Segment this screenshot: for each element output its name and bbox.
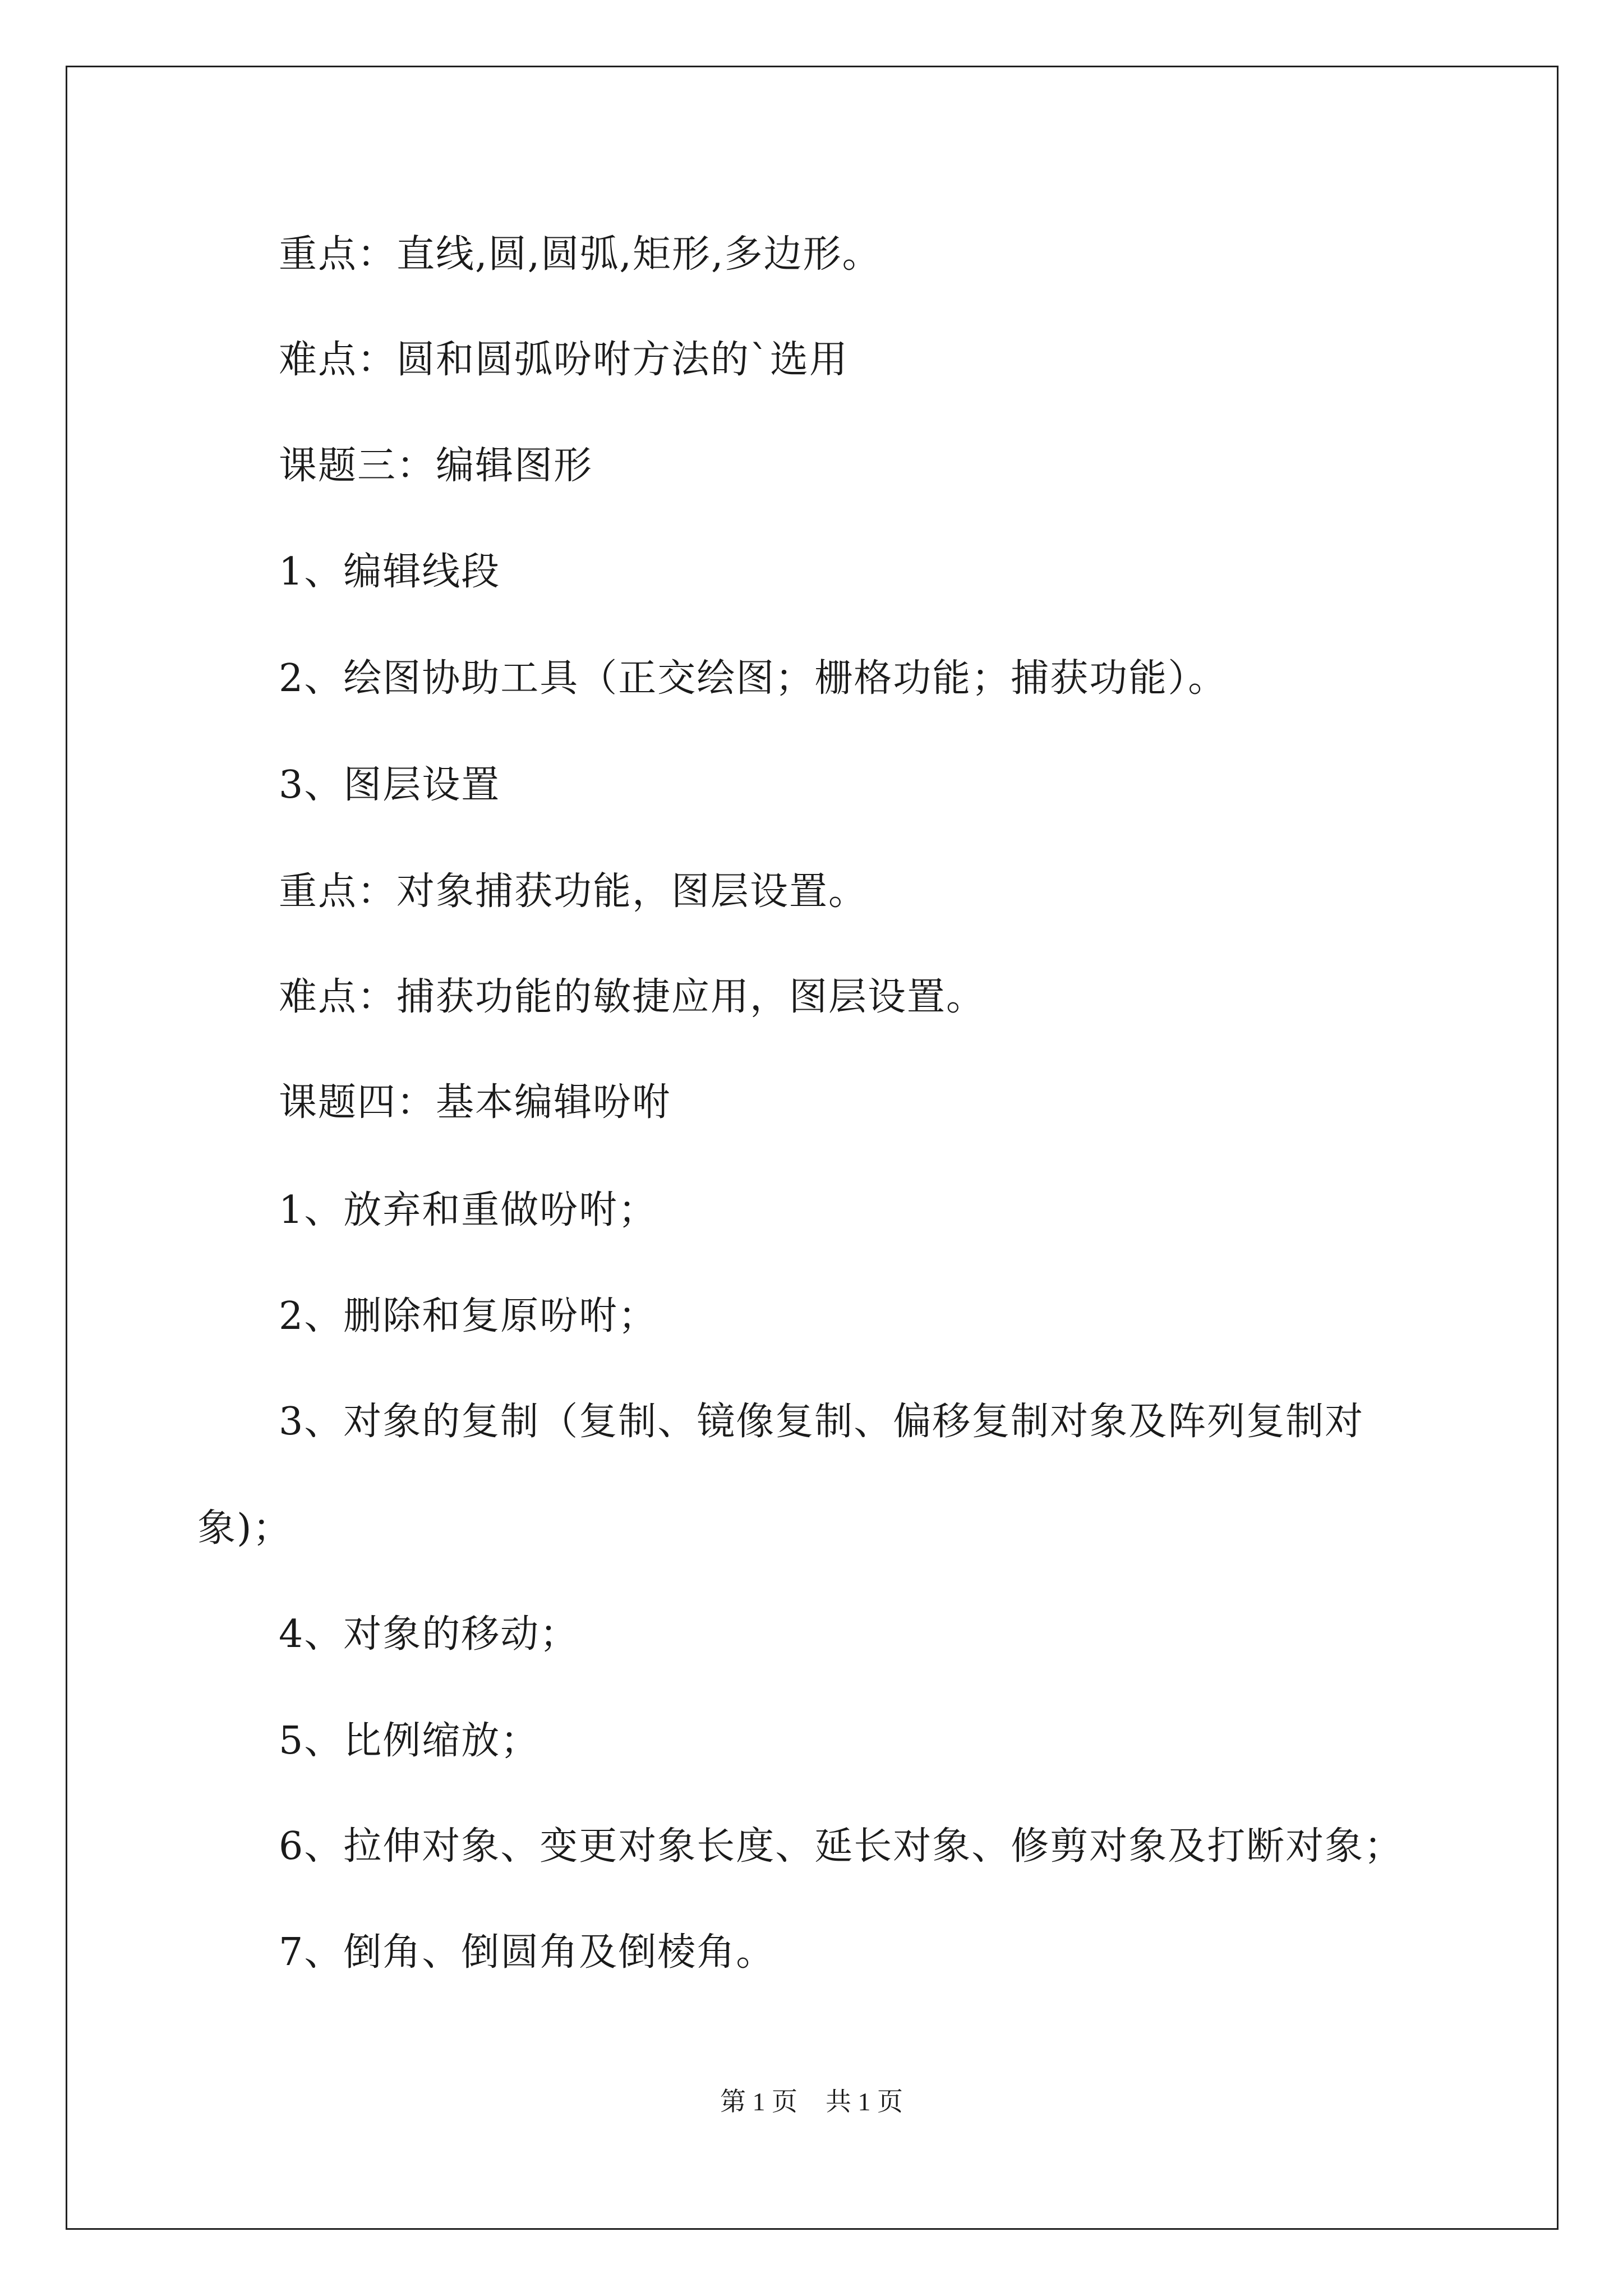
page-footer <box>0 2085 1623 2119</box>
text-line: 7、倒角、倒圆角及倒棱角。 <box>279 1930 776 1975</box>
page-total: 共 1 页 <box>826 2087 903 2116</box>
page-frame <box>66 66 1559 2230</box>
text-line: 2、绘图协助工具（正交绘图；栅格功能；捕获功能）。 <box>279 656 1228 701</box>
text-line: 难点：捕获功能的敏捷应用，图层设置。 <box>279 975 986 1019</box>
text-line: 1、编辑线段 <box>279 550 501 594</box>
text-line: 重点：对象捕获功能，图层设置。 <box>279 869 868 914</box>
text-line: 重点：直线,圆,圆弧,矩形,多边形。 <box>279 232 882 277</box>
section-heading: 课题三：编辑图形 <box>279 444 593 488</box>
text-line: 3、图层设置 <box>279 763 501 807</box>
text-line: 难点：圆和圆弧吩咐方法的`选用 <box>279 338 849 382</box>
text-line: 1、放弃和重做吩咐； <box>279 1188 658 1232</box>
text-line: 6、拉伸对象、变更对象长度、延长对象、修剪对象及打断对象； <box>279 1824 1404 1869</box>
section-heading: 课题四：基本编辑吩咐 <box>279 1080 672 1125</box>
text-line: 5、比例缩放； <box>279 1719 540 1763</box>
text-line: 4、对象的移动； <box>279 1612 579 1657</box>
text-line-continuation: 象)； <box>197 1506 292 1550</box>
text-line: 3、对象的复制（复制、镜像复制、偏移复制对象及阵列复制对 <box>279 1400 1364 1444</box>
text-line: 2、删除和复原吩咐； <box>279 1294 658 1338</box>
page-number: 第 1 页 <box>720 2087 797 2116</box>
